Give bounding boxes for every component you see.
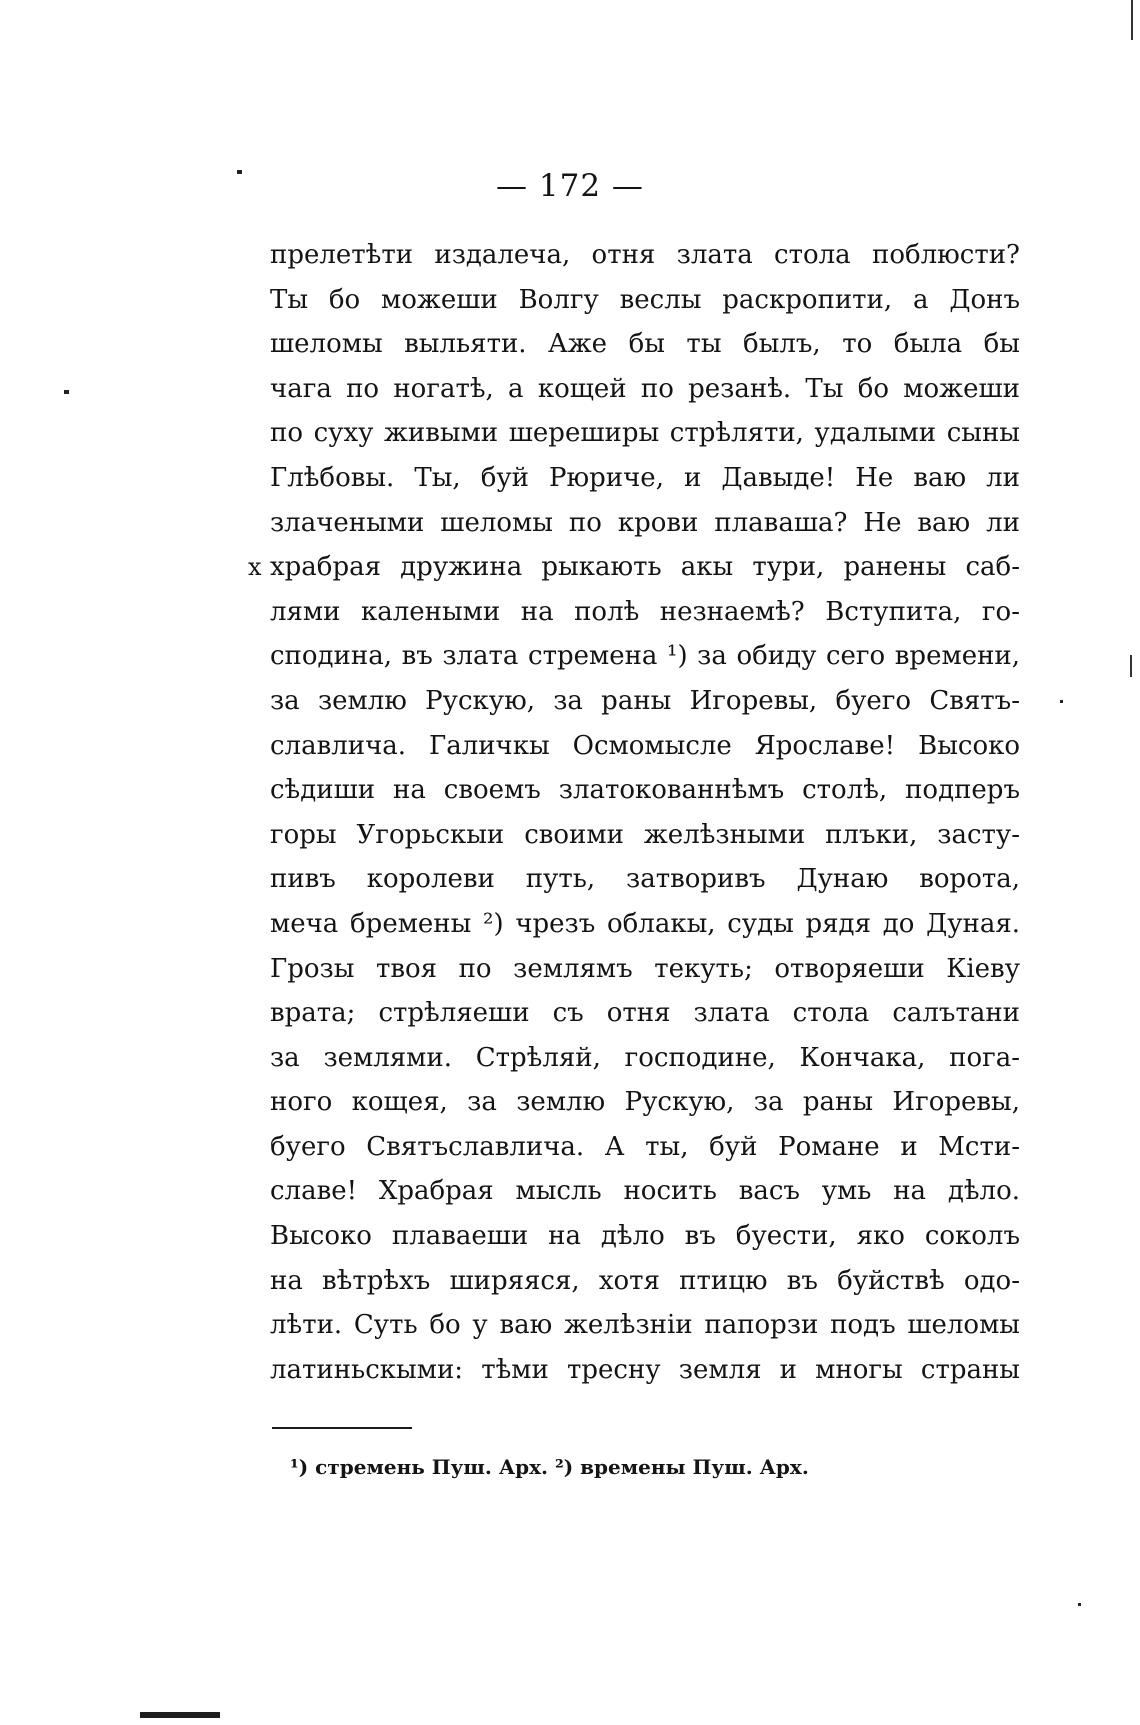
- text-line-24: на вѣтрѣхъ ширяяся, хотя птицю въ буйствѣ одо-: [270, 1265, 1020, 1296]
- text-line-18: врата; стрѣляеши съ отня злата стола салътани: [270, 998, 1020, 1029]
- text-line-8-wrapper: [248, 545, 1020, 590]
- scan-edge-line-top: [1131, 0, 1133, 40]
- text-line-21: буего Святъславлича. А ты, буй Романе и Мсти-: [270, 1131, 1020, 1162]
- text-line-6: Глѣбовы. Ты, буй Рюриче, и Давыде! Не ваю ли: [270, 462, 1020, 493]
- text-line-13: сѣдиши на своемъ златокованнѣмъ столѣ, подперъ: [270, 775, 1020, 806]
- text-line-26: латиньскыми: тѣми тресну земля и многы страны: [270, 1354, 1020, 1385]
- text-line-15: пивъ королеви путь, затворивъ Дунаю ворота,: [270, 864, 1020, 895]
- scan-speck-right: [1060, 700, 1063, 703]
- text-line-23: Высоко плаваеши на дѣло въ буести, яко соколъ: [270, 1221, 1020, 1252]
- footnotes: ¹) стремень Пуш. Арх. ²) времены Пуш. Арх.: [290, 1455, 809, 1479]
- text-line-7: злачеными шеломы по крови плаваша? Не ваю ли: [270, 507, 1020, 538]
- text-line-11: за землю Рускую, за раны Игоревы, буего Святъ-: [270, 685, 1020, 716]
- text-line-20: ного кощея, за землю Рускую, за раны Игоревы,: [270, 1087, 1020, 1118]
- text-line-3: шеломы выльяти. Аже бы ты былъ, то была бы: [270, 329, 1020, 360]
- text-line-25: лѣти. Суть бо у ваю желѣзніи папорзи подъ шеломы: [270, 1310, 1020, 1341]
- text-line-4: чага по ногатѣ, а кощей по резанѣ. Ты бо можеши: [270, 373, 1020, 404]
- text-line-12: славлича. Галичкы Осмомысле Ярославе! Высоко: [270, 730, 1020, 761]
- scan-speck-bottom-right: [1078, 1603, 1081, 1606]
- text-line-19: за землями. Стрѣляй, господине, Кончака, пога-: [270, 1042, 1020, 1073]
- text-line-8: храбрая дружина рыкають акы тури, ранены саб-: [270, 552, 1020, 583]
- scan-speck-left: [64, 390, 69, 394]
- margin-mark: х: [248, 553, 262, 582]
- text-line-17: Грозы твоя по землямъ текуть; отворяеши Кіеву: [270, 953, 1020, 984]
- text-line-9: лями калеными на полѣ незнаемѣ? Вступита, го-: [270, 596, 1020, 627]
- text-line-16: меча бремены ²) чрезъ облакы, суды рядя до Дуная.: [270, 908, 1020, 939]
- footnote-rule: [272, 1427, 412, 1429]
- body-text: [248, 233, 1020, 1392]
- text-line-1: прелетѣти издалеча, отня злата стола поблюсти?: [270, 240, 1020, 270]
- scan-smudge-bottom: [140, 1712, 220, 1718]
- scan-speck-top: [237, 170, 242, 174]
- scan-edge-line-right: [1130, 655, 1132, 677]
- text-line-5: по суху живыми шереширы стрѣляти, удалыми сыны: [270, 418, 1020, 449]
- page-number: — 172 —: [496, 168, 644, 204]
- text-line-2: Ты бо можеши Волгу веслы раскропити, а Донъ: [270, 284, 1020, 315]
- text-line-14: горы Угорьскыи своими желѣзными плъки, засту-: [270, 819, 1020, 850]
- text-line-22: славе! Храбрая мысль носить васъ умь на дѣло.: [270, 1176, 1020, 1207]
- text-line-10: сподина, въ злата стремена ¹) за обиду сего времени,: [270, 641, 1020, 672]
